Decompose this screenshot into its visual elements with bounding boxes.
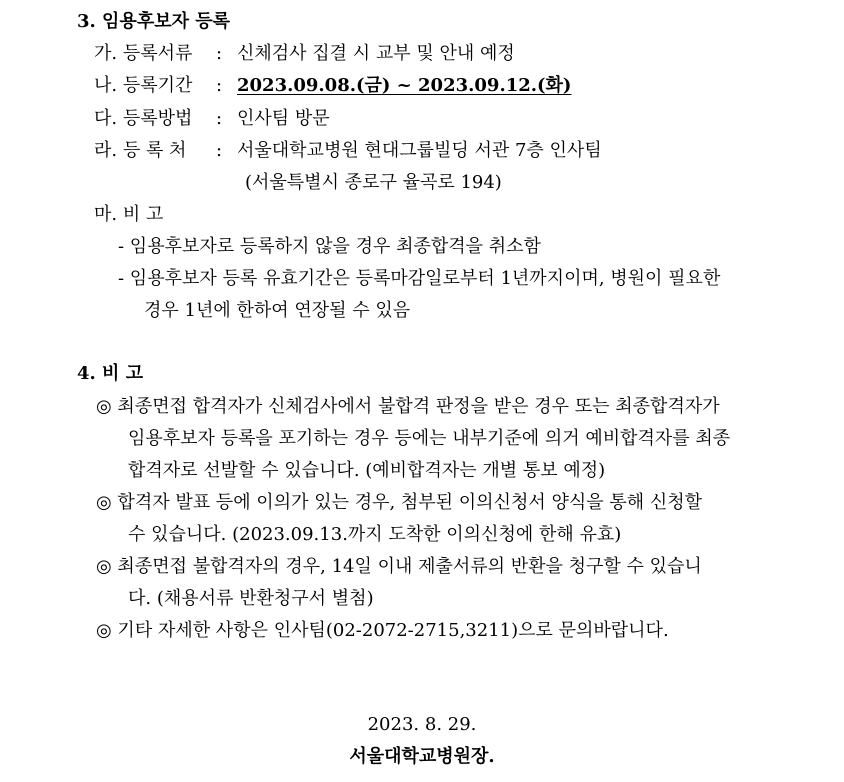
section3-title: 3. 임용후보자 등록 [77, 11, 231, 32]
docs-sep: : [216, 43, 223, 64]
remark-line: ◎ 합격자 발표 등에 이의가 있는 경우, 첨부된 이의신청서 양식을 통해 신청할 [96, 492, 703, 513]
place-value: 서울대학교병원 현대그룹빌딩 서관 7층 인사팀 [237, 140, 602, 161]
remark-line: 임용후보자 등록을 포기하는 경우 등에는 내부기준에 의거 예비합격자를 최종 [128, 428, 731, 449]
issuer-signature: 서울대학교병원장. [349, 746, 495, 767]
remark-line: 합격자로 선발할 수 있습니다. (예비합격자는 개별 통보 예정) [128, 460, 606, 481]
method-label: 다. 등록방법 [94, 108, 193, 129]
place-label: 라. 등 록 처 [94, 140, 187, 161]
section4-title: 4. 비 고 [77, 363, 144, 384]
remark-line: 다. (채용서류 반환청구서 별첨) [128, 588, 374, 609]
docs-value: 신체검사 집결 시 교부 및 안내 예정 [237, 43, 515, 64]
method-value: 인사팀 방문 [237, 108, 330, 129]
note-label: 마. 비 고 [94, 204, 164, 225]
remark-line: ◎ 최종면접 합격자가 신체검사에서 불합격 판정을 받은 경우 또는 최종합격자가 [96, 396, 720, 417]
notice-date: 2023. 8. 29. [367, 714, 477, 735]
remark-line: ◎ 기타 자세한 사항은 인사팀(02-2072-2715,3211)으로 문의바랍니다. [96, 620, 669, 641]
remark-line: ◎ 최종면접 불합격자의 경우, 14일 이내 제출서류의 반환을 청구할 수 있습니 [96, 556, 702, 577]
note-item-continued: 경우 1년에 한하여 연장될 수 있음 [144, 300, 411, 321]
docs-label: 가. 등록서류 [94, 43, 193, 64]
method-sep: : [216, 108, 223, 129]
place-address: (서울특별시 종로구 율곡로 194) [245, 172, 502, 193]
note-item [118, 267, 828, 291]
period-value: 2023.09.08.(금) ~ 2023.09.12.(화) [237, 75, 572, 96]
place-sep: : [216, 140, 223, 161]
period-sep: : [216, 75, 223, 96]
remark-line: 수 있습니다. (2023.09.13.까지 도착한 이의신청에 한해 유효) [128, 524, 622, 545]
note-item-text: - 임용후보자 등록 유효기간은 등록마감일로부터 1년까지이며, 병원이 필요한 [118, 268, 721, 289]
period-label: 나. 등록기간 [94, 75, 193, 96]
note-item: - 임용후보자로 등록하지 않을 경우 최종합격을 취소함 [118, 236, 541, 257]
